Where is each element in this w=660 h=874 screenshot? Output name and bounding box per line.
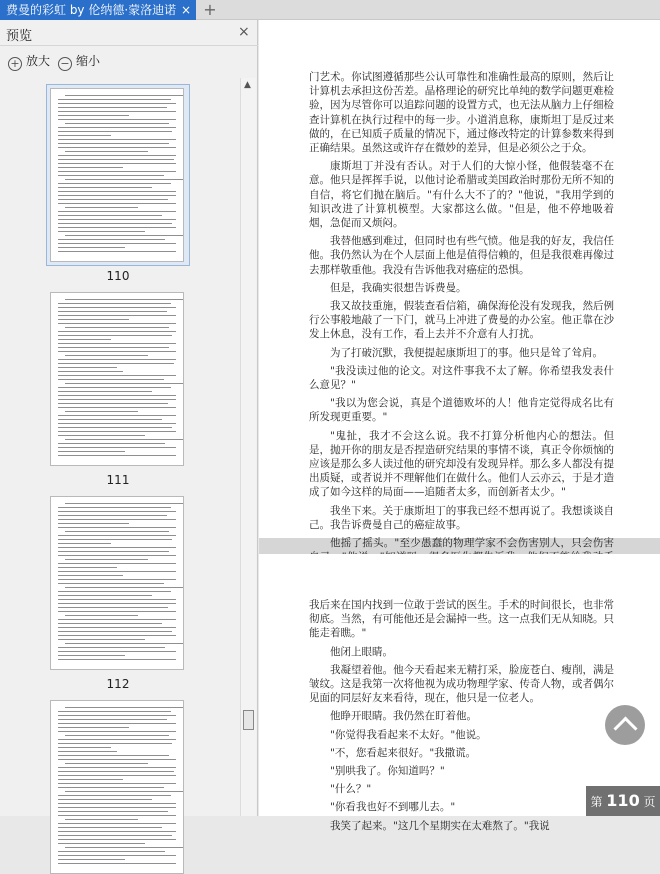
tab-bar <box>0 0 660 20</box>
thumbnail-text-line <box>58 107 167 108</box>
thumbnail-text-line <box>58 415 176 416</box>
thumbnail-text-line <box>58 191 176 192</box>
paragraph: 他闭上眼睛。 <box>330 645 393 658</box>
thumbnail-text-line <box>58 591 171 592</box>
thumbnail-image <box>50 88 184 262</box>
thumbnail-text-line <box>58 139 176 140</box>
thumbnail-text-line <box>65 151 148 152</box>
thumbnail-text-line <box>58 759 176 760</box>
thumbnail-text-line <box>65 503 183 504</box>
thumbnail-text-line <box>58 351 176 352</box>
thumbnail-text-line <box>58 243 176 244</box>
thumbnail-text-line <box>58 343 176 344</box>
thumbnail-text-line <box>58 543 111 544</box>
thumbnail-text-line <box>58 807 176 808</box>
thumbnail-text-line <box>58 131 172 132</box>
thumbnail-text-line <box>58 307 176 308</box>
thumbnail-text-line <box>58 111 176 112</box>
paragraph: "我以为您会说，真是个道德败坏的人！他肯定觉得成名比有所发现更重要。" <box>309 397 614 424</box>
tab-close-icon[interactable]: × <box>180 3 192 17</box>
thumbnail-text-line <box>58 523 129 524</box>
sidebar-header <box>0 20 258 46</box>
thumbnail-text-line <box>58 863 176 864</box>
zoom-in-label: 放大 <box>26 54 51 68</box>
thumbnail-text-line <box>58 575 123 576</box>
paragraph: "不，您看起来很好。"我撒谎。 <box>330 746 477 759</box>
thumbnail-text-line <box>65 235 183 236</box>
paragraph: "我没读过他的论文。对这件事我不太了解。你希望我发表什么意见？" <box>309 364 614 392</box>
thumbnail-text-line <box>58 507 171 508</box>
thumbnail-text-line <box>58 835 172 836</box>
thumbnail-text-line <box>58 859 125 860</box>
thumbnail-text-line <box>58 171 176 172</box>
thumbnail-text-line <box>58 227 176 228</box>
thumbnail-text-line <box>58 223 172 224</box>
thumbnail-text-line <box>58 827 162 828</box>
thumbnail-text-line <box>65 355 148 356</box>
thumbnail-text-line <box>58 127 176 128</box>
thumbnail-text-line <box>58 719 167 720</box>
thumbnail-text-line <box>58 387 171 388</box>
thumbnail-text-line <box>58 187 152 188</box>
thumbnail-text-line <box>58 779 123 780</box>
back-to-top-button[interactable] <box>605 705 645 745</box>
paragraph: 但是，我确实很想告诉费曼。 <box>330 281 467 294</box>
thumbnail-text-line <box>58 831 176 832</box>
sidebar-title: 预览 <box>6 29 33 44</box>
thumbnail-text-line <box>58 219 176 220</box>
thumbnail-text-line <box>58 319 129 320</box>
thumbnail-text-line <box>58 839 176 840</box>
thumbnail-text-line <box>58 743 172 744</box>
thumbnail-text-line <box>58 183 171 184</box>
thumbnail-text-line <box>58 799 152 800</box>
thumbnail-text-line <box>65 123 169 124</box>
thumbnail-text-line <box>58 455 176 456</box>
thumbnail-text-line <box>58 175 164 176</box>
thumbnail-text-line <box>58 607 168 608</box>
thumbnail-text-line <box>58 567 117 568</box>
thumbnail-text-line <box>58 375 176 376</box>
thumbnail-text-line <box>58 803 176 804</box>
thumbnail-text-line <box>58 379 164 380</box>
thumbnail-text-line <box>58 595 152 596</box>
thumbnail-text-line <box>58 771 174 772</box>
document-tab[interactable] <box>0 0 196 20</box>
thumbnail-text-line <box>58 563 176 564</box>
thumbnail-text-line <box>65 411 138 412</box>
thumbnail-text-line <box>58 339 111 340</box>
thumbnail-text-line <box>58 511 176 512</box>
thumbnail-label: 112 <box>106 677 130 691</box>
thumbnail-text-line <box>58 231 145 232</box>
paragraph: 我凝望着他。他今天看起来无精打采，脸庞苍白、瘦削，满是皱纹。这是我第一次将他视为成功物理学家、传奇人物，或者偶尔见面的同层好友来看待，现在，他只是一位老人。 <box>309 663 614 705</box>
thumbnail-text-line <box>58 599 176 600</box>
thumbnail-text-line <box>65 439 183 440</box>
thumbnail-text-line <box>58 419 162 420</box>
thumbnail-text-line <box>58 195 176 196</box>
thumbnail-text-line <box>65 95 183 96</box>
thumbnail-text-line <box>65 763 148 764</box>
thumbnail-text-line <box>58 715 176 716</box>
zoom-in-icon: + <box>8 57 22 71</box>
thumbnail-text-line <box>58 315 176 316</box>
thumbnail-text-line <box>58 659 176 660</box>
thumbnail-text-line <box>65 207 138 208</box>
thumbnail-text-line <box>58 619 176 620</box>
thumbnail-text-line <box>58 727 129 728</box>
thumbnail-text-line <box>58 855 176 856</box>
thumbnail-text-line <box>58 163 176 164</box>
thumbnail-text-line <box>58 431 176 432</box>
scrollbar-thumb[interactable] <box>243 710 254 730</box>
thumbnail-text-line <box>58 551 169 552</box>
paragraph: 为了打破沉默，我便提起康斯坦丁的事。他只是耸了耸肩。 <box>330 346 603 359</box>
thumbnail-list <box>0 78 240 816</box>
thumbnail-text-line <box>58 443 165 444</box>
thumbnail-text-line <box>65 559 148 560</box>
thumbnail-text-line <box>58 731 176 732</box>
page-indicator <box>586 786 660 816</box>
new-tab-icon[interactable]: + <box>203 0 217 19</box>
thumbnail-text-line <box>58 135 111 136</box>
thumbnail-text-line <box>58 371 123 372</box>
thumbnail-text-line <box>65 615 138 616</box>
thumbnail-text-line <box>58 399 176 400</box>
thumbnail-text-line <box>65 791 183 792</box>
thumbnail-text-line <box>58 251 176 252</box>
thumbnail-text-line <box>58 303 171 304</box>
thumbnail-text-line <box>58 747 111 748</box>
thumbnail-text-line <box>58 623 162 624</box>
thumbnail-text-line <box>58 199 168 200</box>
thumbnail-text-line <box>58 215 162 216</box>
thumbnail-text-line <box>58 631 172 632</box>
thumbnail-text-line <box>65 735 169 736</box>
thumbnail-image <box>50 700 184 874</box>
thumbnail-text-line <box>65 643 183 644</box>
thumbnail-text-line <box>58 211 176 212</box>
paragraph: "什么？" <box>330 783 372 796</box>
thumbnail-text-line <box>58 795 171 796</box>
thumbnail-text-line <box>58 103 176 104</box>
thumbnail-text-line <box>58 603 176 604</box>
thumbnail-text-line <box>58 311 167 312</box>
thumbnail-text-line <box>58 331 176 332</box>
paragraph: 他睁开眼睛。我仍然在盯着他。 <box>330 710 477 723</box>
page-indicator-suffix: 页 <box>643 795 656 809</box>
thumbnail-text-line <box>58 655 125 656</box>
thumbnail-text-line <box>58 391 152 392</box>
thumbnail-text-line <box>58 203 176 204</box>
thumbnail-text-line <box>58 647 165 648</box>
thumbnail-text-line <box>58 347 169 348</box>
thumbnail-text-line <box>58 155 176 156</box>
thumbnail-text-line <box>58 451 125 452</box>
thumbnail-text-line <box>65 327 169 328</box>
paragraph: 我又故技重施，假装查看信箱，确保海伦没有发现我，然后例行公事般地敲了一下门，就马上冲进了费曼的办公室。他正靠在沙发上休息，没有工作，看上去并不介意有人打扰。 <box>309 300 614 341</box>
thumbnail-text-line <box>58 811 168 812</box>
zoom-in-button[interactable] <box>8 52 50 70</box>
paragraph: 我笑了起来。"这几个星期实在太难熬了。"我说 <box>330 819 550 832</box>
thumbnail-text-line <box>58 119 176 120</box>
thumbnail-text-line <box>58 535 176 536</box>
paragraph: "鬼扯，我才不会这么说。我不打算分析他内心的想法。但是，抛开你的朋友是否捏造研究结果的事情不谈，真正令你烦恼的应该是那么多人读过他的研究却没有发现异样。那么多人都没有提出质疑，或者说并不理解他们在做什么。他们人云亦云，于是才造成了如今这样的局面——追随者太多，而创新者太少。" <box>309 429 614 499</box>
thumbnail-text-line <box>58 515 167 516</box>
thumbnail-text-line <box>58 611 176 612</box>
thumbnail-text-line <box>58 367 117 368</box>
thumbnail-text-line <box>58 167 123 168</box>
thumbnail-text-line <box>58 359 176 360</box>
page-indicator-number: 110 <box>606 791 640 810</box>
thumbnail-text-line <box>65 707 183 708</box>
sidebar-scrollbar[interactable] <box>240 78 256 816</box>
thumbnail-text-line <box>65 531 169 532</box>
thumbnail-text-line <box>58 427 172 428</box>
thumbnail-text-line <box>58 639 145 640</box>
thumbnail-text-line <box>58 407 176 408</box>
thumbnail-text-line <box>58 555 176 556</box>
page-indicator-prefix: 第 <box>590 795 603 809</box>
sidebar-close-icon[interactable]: × <box>238 24 250 40</box>
thumbnail-text-line <box>58 751 117 752</box>
thumbnail-text-line <box>58 651 176 652</box>
tab-title: 费曼的彩虹 by 伦纳德·蒙洛迪诺 <box>6 3 177 17</box>
thumbnail-text-line <box>58 571 176 572</box>
thumbnail-text-line <box>65 819 138 820</box>
thumbnail-text-line <box>58 99 171 100</box>
paragraph: "别哄我了。你知道吗？" <box>330 765 445 778</box>
thumbnail-text-line <box>58 423 176 424</box>
preview-sidebar <box>0 20 258 816</box>
sidebar-toolbar <box>0 47 258 73</box>
thumbnail-text-line <box>58 851 165 852</box>
thumbnail-text-line <box>58 527 176 528</box>
thumbnail-text-line <box>58 519 176 520</box>
thumbnail-text-line <box>58 711 171 712</box>
document-page <box>259 554 660 832</box>
thumbnail-text-line <box>58 755 169 756</box>
thumbnail-text-line <box>65 587 183 588</box>
paragraph: 门艺术。你试图遵循那些公认可靠性和准确性最高的原则，然后让计算机去承担这份苦差。晶格理论的研究比单纯的数学问题更难检验，因为尽管你可以追踪问题的设置方式，也无法从脑力上仔细检查计算机在执行过程中的每一步。小道消息称，康斯坦丁是反过来做的，在已知质子质量的情况下，通过修改特定的计算参数来得到正确结果。虽然这或许存在微妙的差异，但是必须公之于众。 <box>309 71 614 155</box>
zoom-out-icon: − <box>58 57 72 71</box>
thumbnail-text-line <box>58 635 176 636</box>
zoom-out-button[interactable] <box>58 52 100 70</box>
paragraph: 我替他感到难过，但同时也有些气愤。他是我的好友，我信任他。我仍然认为在个人层面上他是值得信赖的，但是我很难再像过去那样敬重他。我没有告诉他我对癌症的恐惧。 <box>309 235 614 276</box>
thumbnail-label: 110 <box>106 269 130 283</box>
thumbnail-text-line <box>65 179 183 180</box>
thumbnail-text-line <box>58 363 174 364</box>
thumbnail-image <box>50 496 184 670</box>
thumbnail-text-line <box>58 247 125 248</box>
thumbnail-text-line <box>58 395 176 396</box>
thumbnail-text-line <box>58 823 176 824</box>
thumbnail-image <box>50 292 184 466</box>
paragraph: 康斯坦丁并没有否认。对于人们的大惊小怪，他假装毫不在意。他只是挥挥手说，以他讨论希腊或美国政治时那份无所不知的自信，将它们抛在脑后。"有什么大不了的？"他说，"我用学到的知识改进了计算机模型。大家都这么做。"但是，他不停地吸着烟，急促而又烦闷。 <box>309 160 614 230</box>
thumbnail-text-line <box>58 723 176 724</box>
thumbnail-text-line <box>58 843 145 844</box>
thumbnail-text-line <box>58 403 168 404</box>
thumbnail-text-line <box>65 847 183 848</box>
thumbnail-text-line <box>58 579 176 580</box>
thumbnail-text-line <box>58 783 176 784</box>
thumbnail-text-line <box>58 147 176 148</box>
thumbnail-label: 111 <box>106 473 130 487</box>
thumbnail-text-line <box>58 767 176 768</box>
thumbnail-text-line <box>58 739 176 740</box>
paragraph: 我后来在国内找到一位敢于尝试的医生。手术的时间很长，也非常彻底。当然，有可能他还是会漏掉一些。这一点我们无从知晓。只能走着瞧。" <box>309 599 614 640</box>
thumbnail-text-line <box>58 115 129 116</box>
thumbnail-text-line <box>58 583 164 584</box>
thumbnail-text-line <box>58 775 176 776</box>
document-view[interactable] <box>259 20 660 832</box>
zoom-out-label: 缩小 <box>76 54 101 68</box>
thumbnail-text-line <box>58 539 172 540</box>
thumbnail-text-line <box>65 299 183 300</box>
thumbnail-text-line <box>58 323 176 324</box>
scroll-up-icon[interactable]: ▲ <box>244 80 251 90</box>
thumbnail-text-line <box>58 787 164 788</box>
thumbnail-text-line <box>58 627 176 628</box>
thumbnail-text-line <box>58 143 169 144</box>
thumbnail-text-line <box>58 335 172 336</box>
document-page <box>259 20 660 550</box>
thumbnail-text-line <box>58 815 176 816</box>
thumbnail-text-line <box>58 239 165 240</box>
paragraph: "你觉得我看起来不太好。"他说。 <box>330 728 487 741</box>
paragraph: "你看我也好不到哪儿去。" <box>330 801 456 814</box>
paragraph: 我坐下来。关于康斯坦丁的事我已经不想再说了。我想谈谈自己。我告诉费曼自己的癌症故事。 <box>309 504 614 531</box>
thumbnail-text-line <box>58 547 176 548</box>
thumbnail-text-line <box>58 447 176 448</box>
thumbnail-text-line <box>65 383 183 384</box>
paragraph: 他摇了摇头。"至少愚蠢的物理学家不会伤害别人，只会伤害 <box>330 537 614 550</box>
thumbnail-text-line <box>58 435 145 436</box>
thumbnail-text-line <box>58 159 174 160</box>
